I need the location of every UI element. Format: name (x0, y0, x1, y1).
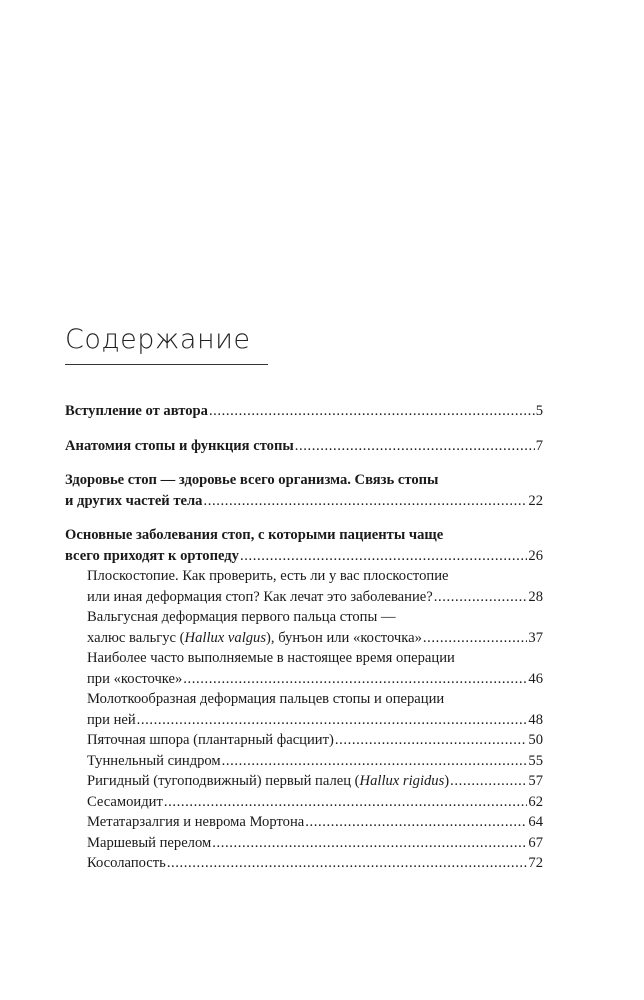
toc-page-number: 50 (528, 732, 543, 748)
table-of-contents (65, 401, 543, 874)
dot-leader (335, 730, 528, 751)
dot-leader (137, 710, 528, 731)
dot-leader (434, 587, 528, 608)
toc-page-number: 46 (528, 670, 543, 687)
toc-entry-title-line: и других частей тела (65, 492, 203, 509)
toc-heading: Содержание (65, 324, 251, 355)
toc-entry-title: Ригидный (тугоподвижный) первый палец (Hallux rigidus) (87, 773, 450, 789)
toc-entry-title: Вступление от автора (65, 403, 208, 419)
toc-entry-title-line: Наиболее часто выполняемые в настоящее время операции (87, 650, 455, 666)
toc-entry-title: Маршевый перелом (87, 834, 212, 851)
toc-subentry-flatfoot (65, 566, 543, 607)
dot-leader (295, 436, 535, 457)
dot-leader (167, 853, 528, 874)
toc-entry-title-line: при ней (87, 711, 136, 728)
toc-entry-foot-health (65, 470, 543, 511)
toc-entry-title-line: всего приходят к ортопеду (65, 547, 239, 564)
toc-page-number: 22 (528, 492, 543, 509)
toc-page-number: 5 (535, 403, 543, 419)
toc-entry-title: Анатомия стопы и функция стопы (65, 437, 294, 454)
toc-entry-title-line: или иная деформация стоп? Как лечат это заболевание? (87, 588, 433, 605)
toc-entry-title-line: Основные заболевания стоп, с которыми пациенты чаще (65, 527, 444, 543)
toc-page-number: 62 (528, 793, 543, 810)
dot-leader (183, 669, 527, 690)
dot-leader (305, 812, 527, 833)
toc-subentry-hammer-toe (65, 689, 543, 730)
toc-entry-title-line: Вальгусная деформация первого пальца стопы — (87, 609, 396, 625)
toc-page-number: 37 (528, 629, 543, 646)
toc-entry-title-line: при «косточке» (87, 670, 183, 687)
dot-leader (450, 771, 527, 792)
dot-leader (164, 792, 528, 813)
toc-page-number: 67 (528, 834, 543, 851)
toc-subentry-tunnel-syndrome (65, 751, 543, 772)
toc-entry-title: Сесамоидит (87, 793, 163, 810)
toc-subentry-march-fracture (65, 833, 543, 854)
toc-entry-introduction (65, 401, 543, 422)
toc-subentry-heel-spur (65, 730, 543, 751)
toc-page-number: 28 (528, 588, 543, 605)
dot-leader (212, 833, 527, 854)
toc-entry-anatomy (65, 436, 543, 457)
toc-entry-title: Туннельный синдром (87, 752, 221, 769)
toc-entry-title-line: Плоскостопие. Как проверить, есть ли у вас плоскостопие (87, 568, 449, 584)
toc-entry-title-line: Молоткообразная деформация пальцев стопы и операции (87, 691, 445, 707)
toc-page-number: 7 (535, 437, 543, 454)
toc-subentry-hallux-rigidus (65, 771, 543, 792)
toc-entry-title: Косолапость (87, 855, 166, 871)
toc-page-number: 48 (528, 711, 543, 728)
toc-entry-title: Метатарзалгия и неврома Мортона (87, 814, 305, 830)
toc-subentry-hallux-valgus (65, 607, 543, 648)
heading-underline (65, 364, 268, 365)
toc-page-number: 26 (528, 547, 543, 564)
toc-subentry-clubfoot (65, 853, 543, 874)
toc-entry-main-diseases (65, 525, 543, 566)
dot-leader (423, 628, 528, 649)
toc-entry-title-line: Здоровье стоп — здоровье всего организма. Связь стопы (65, 472, 439, 488)
toc-page-number: 55 (528, 752, 543, 769)
toc-subentry-sesamoiditis (65, 792, 543, 813)
dot-leader (240, 546, 527, 567)
toc-entry-title-line: халюс вальгус (Hallux valgus), бунъон или «косточка» (87, 629, 422, 646)
toc-subentry-metatarsalgia (65, 812, 543, 833)
dot-leader (203, 491, 527, 512)
dot-leader (222, 751, 528, 772)
toc-page-number: 57 (528, 773, 543, 789)
toc-page-number: 64 (528, 814, 543, 830)
toc-subentry-bunion-surgery (65, 648, 543, 689)
toc-page-number: 72 (528, 855, 543, 871)
dot-leader (209, 401, 535, 422)
toc-entry-title: Пяточная шпора (плантарный фасциит) (87, 732, 334, 748)
